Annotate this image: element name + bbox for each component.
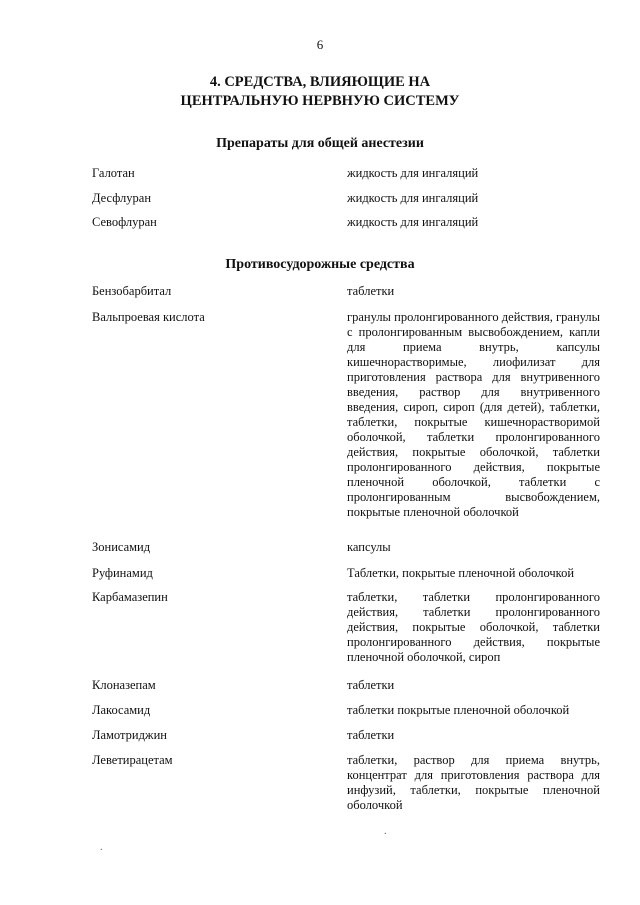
drug-name: Руфинамид [92,566,153,580]
chapter-title [0,73,640,111]
drug-form: капсулы [347,540,391,554]
drug-name: Ламотриджин [92,728,167,742]
drug-form: гранулы пролонгированного действия, гранулы с пролонгированным высвобождением, капли для приема внутрь, капсулы кишечнорастворимые, лиофилизат для приготовления раствора для внутривенного введения, раствор для внутривенного введения, сироп, сироп (для детей), таблетки, таблетки, покрытые кишечнорастворимой оболочкой, таблетки пролонгированного действия, покрытые оболочкой, таблетки пролонгированного действия, покрытые пленочной оболочкой, таблетки с пролонгированным высвобождением, покрытые пленочной оболочкой [347,310,600,519]
drug-form: таблетки [347,678,395,692]
drug-name: Вальпроевая кислота [92,310,205,324]
scan-mark: . [100,842,103,853]
drug-form: таблетки [347,728,395,742]
section-title-anesthesia: Препараты для общей анестезии [216,136,424,151]
drug-name: Леветирацетам [92,753,173,767]
drug-name: Клоназепам [92,678,156,692]
drug-name: Галотан [92,166,135,180]
page-number: 6 [316,37,324,52]
drug-form: таблетки покрытые пленочной оболочкой [347,703,570,717]
section-title-anticonvulsants: Противосудорожные средства [225,257,415,272]
drug-name: Лакосамид [92,703,151,717]
chapter-title-line1: 4. СРЕДСТВА, ВЛИЯЮЩИЕ НА [209,74,431,90]
drug-name: Бензобарбитал [92,284,172,298]
scan-mark: . [384,826,387,837]
drug-form: жидкость для ингаляций [347,166,479,180]
drug-form: жидкость для ингаляций [347,215,479,229]
drug-name: Десфлуран [92,191,152,205]
chapter-title-line2: ЦЕНТРАЛЬНУЮ НЕРВНУЮ СИСТЕМУ [180,93,460,109]
drug-form: таблетки, раствор для приема внутрь, концентрат для приготовления раствора для инфузий, таблетки, покрытые пленочной оболочкой [347,753,600,812]
drug-form: таблетки [347,284,395,298]
drug-form: таблетки, таблетки пролонгированного действия, таблетки пролонгированного действия, покрытые оболочкой, таблетки пролонгированного действия, покрытые пленочной оболочкой, сироп [347,590,600,664]
drug-name: Карбамазепин [92,590,168,604]
drug-form: Таблетки, покрытые пленочной оболочкой [347,566,575,580]
drug-name: Зонисамид [92,540,151,554]
drug-form: жидкость для ингаляций [347,191,479,205]
drug-name: Севофлуран [92,215,157,229]
